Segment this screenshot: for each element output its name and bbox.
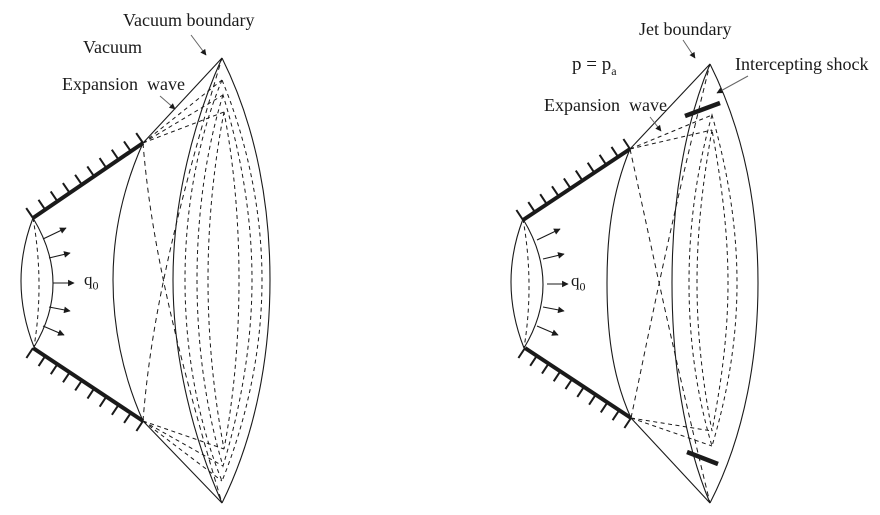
expansion-fan-line	[631, 418, 712, 446]
characteristic-lens-outer	[689, 115, 737, 446]
intercepting-shock-leader-arrow	[717, 76, 748, 93]
nozzle-wall-top	[33, 143, 143, 218]
nozzle-wall-bottom	[525, 348, 631, 418]
expansion-fan-line	[143, 421, 223, 466]
source-surface-front-arc	[511, 219, 524, 348]
flow-arrow	[543, 254, 564, 259]
expansion-fan-line	[143, 421, 222, 481]
expansion-wave-label-left: Expansion wave	[62, 74, 185, 94]
flow-arrow	[49, 307, 70, 311]
sonic-surface-dashed-arc	[33, 218, 39, 347]
nozzle-wall-bottom-hatching	[26, 348, 143, 431]
sonic-surface-dashed-arc	[523, 219, 529, 348]
expansion-wave-label-right: Expansion wave	[544, 95, 667, 115]
flow-speed-label-right: $q_0$	[571, 271, 586, 294]
jet-boundary-leader-arrow	[683, 40, 695, 58]
vacuum-boundary-leader-arrow	[191, 35, 206, 55]
expansion-fan-line	[143, 112, 224, 143]
intercepting-shock-top	[685, 103, 720, 116]
nozzle-wall-bottom-hatching	[518, 348, 631, 428]
nozzle-lip-curve	[607, 149, 631, 418]
vacuum-jet-diagram	[21, 35, 270, 503]
nozzle-lip-curve	[113, 143, 143, 421]
expansion-fan-line	[630, 130, 712, 149]
source-surface-front-arc	[21, 218, 34, 347]
flow-arrow	[537, 326, 558, 335]
expansion-fan-line	[631, 418, 712, 431]
vacuum-boundary-curve	[222, 58, 270, 503]
flow-arrow	[43, 228, 66, 239]
expansion-wave-leader-arrow	[160, 96, 175, 109]
intercepting-shock-bottom	[687, 452, 718, 464]
last-characteristic-from-bottom-lip	[631, 64, 710, 418]
nozzle-wall-bottom	[33, 348, 143, 421]
flow-arrow	[537, 229, 560, 240]
expansion-fan-line	[143, 95, 223, 143]
nozzle-wall-top-hatching	[26, 133, 143, 218]
ambient-pressure-label: $p = p_a$	[572, 54, 617, 78]
flow-arrow	[49, 253, 70, 258]
flow-arrow	[43, 326, 64, 335]
intercepting-shock-label: Intercepting shock	[735, 54, 869, 74]
expansion-wave-leader-arrow	[650, 117, 661, 131]
vacuum-label: Vacuum	[83, 37, 142, 57]
characteristic-lens-inner	[697, 130, 728, 431]
vacuum-boundary-label: Vacuum boundary	[123, 10, 255, 30]
expansion-wave-leading-edge-bottom	[631, 418, 710, 503]
flow-arrow	[543, 307, 564, 311]
expansion-wave-leading-edge-top	[143, 58, 222, 143]
expansion-fan-line	[630, 115, 712, 149]
source-surface-back-arc	[33, 218, 53, 347]
last-characteristic-from-bottom-lip	[143, 58, 222, 421]
flow-speed-label-left: $q_0$	[84, 270, 99, 293]
nozzle-wall-top	[523, 149, 630, 220]
characteristic-lens-middle	[197, 95, 252, 466]
jet-boundary-label: Jet boundary	[639, 19, 732, 39]
characteristic-lens-inner	[208, 112, 239, 449]
jet-boundary-curve	[710, 64, 758, 503]
inner-barrel-curve	[672, 64, 710, 503]
